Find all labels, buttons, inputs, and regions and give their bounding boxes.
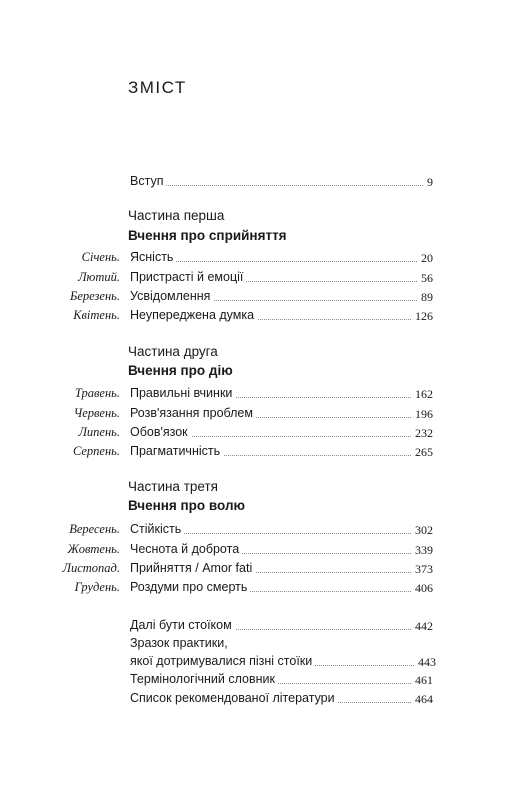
part-label: Частина третя [128, 479, 218, 494]
toc-entry-label: Прийняття / Amor fati [130, 559, 255, 577]
toc-entry-label: Чеснота й доброта [130, 540, 242, 558]
toc-entry-chapter[interactable] [0, 520, 527, 538]
chapter-month: Червень. [73, 406, 120, 420]
toc-entry-chapter[interactable] [0, 404, 527, 422]
toc-entry-label: Роздуми про смерть [130, 578, 250, 596]
toc-entry-page: 232 [412, 424, 433, 442]
chapter-month: Березень. [70, 289, 120, 303]
toc-entry-chapter[interactable] [0, 559, 527, 577]
toc-entry-label-line1: Зразок практики, [130, 636, 228, 650]
part-title: Вчення про дію [128, 363, 233, 378]
toc-entry-intro[interactable] [0, 172, 527, 190]
toc-entry-label-line2: якої дотримувалися пізні стоїки [130, 652, 315, 670]
toc-entry-label: Пристрасті й емоції [130, 268, 246, 286]
part-label: Частина перша [128, 208, 225, 223]
part-title: Вчення про сприйняття [128, 228, 287, 243]
toc-entry-label: Прагматичність [130, 442, 223, 460]
toc-entry-label: Далі бути стоїком [130, 616, 235, 634]
toc-entry-label: Список рекомендованої літератури [130, 689, 338, 707]
chapter-month: Липень. [78, 425, 120, 439]
toc-entry-page: 443 [415, 653, 436, 671]
toc-entry-page: 406 [412, 579, 433, 597]
toc-entry-page: 461 [412, 671, 433, 689]
chapter-month: Вересень. [69, 522, 120, 536]
toc-entry-label: Вступ [130, 172, 166, 190]
toc-entry-label: Термінологічний словник [130, 670, 278, 688]
dot-leader [132, 261, 429, 262]
toc-entry-page: 9 [424, 173, 433, 191]
toc-entry-chapter[interactable] [0, 423, 527, 441]
toc-entry-chapter[interactable] [0, 384, 527, 402]
toc-entry-appendix[interactable] [0, 616, 527, 634]
toc-entry-appendix-multiline[interactable] [130, 634, 440, 670]
toc-entry-label: Стійкість [130, 520, 184, 538]
chapter-month: Серпень. [72, 444, 120, 458]
chapter-month: Квітень. [73, 308, 120, 322]
chapter-month: Грудень. [74, 580, 120, 594]
toc-entry-label: Обов'язок [130, 423, 191, 441]
chapter-month: Жовтень. [67, 542, 120, 556]
toc-entry-appendix[interactable] [0, 689, 527, 707]
part-label: Частина друга [128, 344, 218, 359]
chapter-month: Травень. [74, 386, 120, 400]
part-title: Вчення про волю [128, 498, 246, 513]
toc-entry-chapter[interactable] [0, 442, 527, 460]
toc-entry-page: 265 [412, 443, 433, 461]
dot-leader [132, 185, 429, 186]
toc-entry-page: 196 [412, 405, 433, 423]
toc-entry-chapter[interactable] [0, 268, 527, 286]
toc-entry-label: Правильні вчинки [130, 384, 235, 402]
toc-entry-page: 20 [418, 249, 433, 267]
toc-entry-page: 339 [412, 541, 433, 559]
toc-entry-chapter[interactable] [0, 248, 527, 266]
toc-entry-page: 442 [412, 617, 433, 635]
toc-entry-chapter[interactable] [0, 540, 527, 558]
toc-entry-chapter[interactable] [0, 578, 527, 596]
toc-entry-page: 162 [412, 385, 433, 403]
toc-entry-chapter[interactable] [0, 306, 527, 324]
chapter-month: Лютий. [78, 270, 120, 284]
chapter-month: Листопад. [62, 561, 120, 575]
toc-entry-page: 126 [412, 307, 433, 325]
toc-entry-label: Ясність [130, 248, 176, 266]
toc-entry-chapter[interactable] [0, 287, 527, 305]
toc-entry-page: 56 [418, 269, 433, 287]
toc-entry-label: Розв'язання проблем [130, 404, 256, 422]
toc-heading: ЗМІСТ [128, 78, 187, 97]
toc-entry-label: Усвідомлення [130, 287, 213, 305]
toc-entry-page: 464 [412, 690, 433, 708]
toc-entry-page: 373 [412, 560, 433, 578]
toc-entry-page: 89 [418, 288, 433, 306]
toc-entry-label: Неупереджена думка [130, 306, 257, 324]
chapter-month: Січень. [81, 250, 120, 264]
toc-entry-appendix[interactable] [0, 670, 527, 688]
toc-entry-page: 302 [412, 521, 433, 539]
